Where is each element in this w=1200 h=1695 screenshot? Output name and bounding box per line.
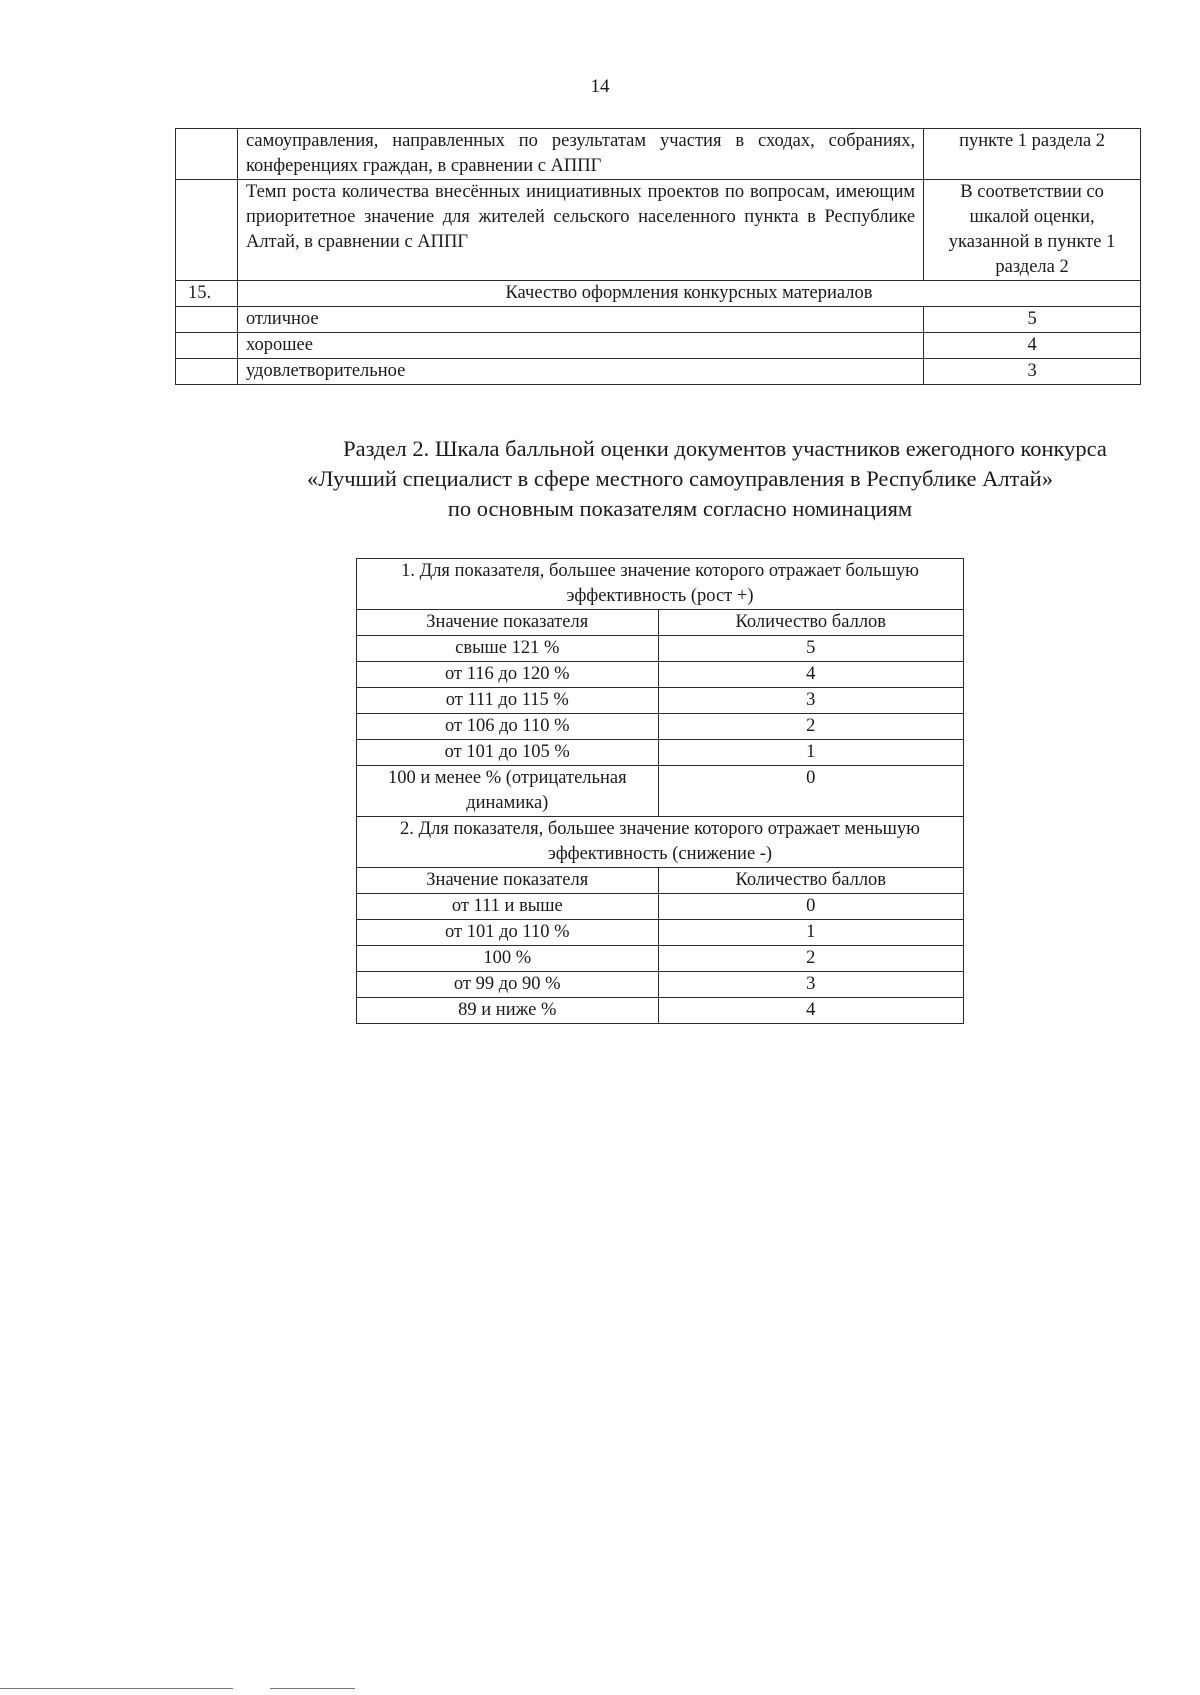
points-cell: 2 xyxy=(658,946,963,972)
table-row xyxy=(357,998,964,1024)
scan-edge-line xyxy=(0,1688,233,1689)
column-header: Значение показателя xyxy=(357,610,659,636)
table-row xyxy=(357,610,964,636)
heading-line: «Лучший специалист в сфере местного самоуправления в Республике Алтай» xyxy=(307,466,1053,491)
value-cell: от 101 до 105 % xyxy=(357,740,659,766)
criterion-text: Темп роста количества внесённых инициативных проектов по вопросам, имеющим приоритетное значение для жителей сельского населенного пункта в Республике Алтай, в сравнении с АППГ xyxy=(237,180,923,281)
value-cell: от 111 до 115 % xyxy=(357,688,659,714)
section-heading xyxy=(200,434,1160,524)
quality-label: удовлетворительное xyxy=(237,359,923,385)
table-row xyxy=(357,559,964,610)
score-cell: 3 xyxy=(924,359,1141,385)
table-row xyxy=(176,333,1141,359)
number-cell: 15. xyxy=(176,281,238,307)
table-row xyxy=(357,714,964,740)
value-cell: от 99 до 90 % xyxy=(357,972,659,998)
table-row xyxy=(357,740,964,766)
column-header: Количество баллов xyxy=(658,610,963,636)
points-cell: 3 xyxy=(658,688,963,714)
points-cell: 2 xyxy=(658,714,963,740)
value-cell: 100 % xyxy=(357,946,659,972)
score-cell: 4 xyxy=(924,333,1141,359)
table-row xyxy=(357,894,964,920)
value-cell: от 106 до 110 % xyxy=(357,714,659,740)
number-cell xyxy=(176,359,238,385)
value-cell: свыше 121 % xyxy=(357,636,659,662)
quality-label: хорошее xyxy=(237,333,923,359)
score-cell: 5 xyxy=(924,307,1141,333)
number-cell xyxy=(176,333,238,359)
table-row xyxy=(357,817,964,868)
table-row xyxy=(357,662,964,688)
table-row xyxy=(357,636,964,662)
points-cell: 4 xyxy=(658,998,963,1024)
number-cell xyxy=(176,180,238,281)
value-cell: 100 и менее % (отрицательная динамика) xyxy=(357,766,659,817)
table-row xyxy=(176,129,1141,180)
table-row xyxy=(176,307,1141,333)
table-row xyxy=(176,180,1141,281)
points-cell: 4 xyxy=(658,662,963,688)
value-cell: от 116 до 120 % xyxy=(357,662,659,688)
table-row xyxy=(357,946,964,972)
table-row xyxy=(357,972,964,998)
criterion-text: самоуправления, направленных по результатам участия в сходах, собраниях, конференциях граждан, в сравнении с АППГ xyxy=(237,129,923,180)
table-row xyxy=(357,766,964,817)
value-cell: от 111 и выше xyxy=(357,894,659,920)
table-row xyxy=(357,920,964,946)
column-header: Значение показателя xyxy=(357,868,659,894)
scale-table xyxy=(356,558,964,1024)
number-cell xyxy=(176,129,238,180)
table-row xyxy=(176,281,1141,307)
points-cell: 1 xyxy=(658,740,963,766)
table-row xyxy=(176,359,1141,385)
value-cell: от 101 до 110 % xyxy=(357,920,659,946)
heading-line: Раздел 2. Шкала балльной оценки документов участников ежегодного конкурса xyxy=(343,436,1107,461)
points-cell: 1 xyxy=(658,920,963,946)
score-cell: В соответствии со шкалой оценки, указанной в пункте 1 раздела 2 xyxy=(924,180,1141,281)
page-number: 14 xyxy=(590,76,610,97)
quality-label: отличное xyxy=(237,307,923,333)
criterion-title: Качество оформления конкурсных материалов xyxy=(237,281,1140,307)
points-cell: 0 xyxy=(658,766,963,817)
criteria-table xyxy=(175,128,1141,385)
points-cell: 0 xyxy=(658,894,963,920)
points-cell: 3 xyxy=(658,972,963,998)
number-cell xyxy=(176,307,238,333)
scan-edge-line xyxy=(270,1688,355,1689)
heading-line: по основным показателям согласно номинациям xyxy=(447,496,913,521)
points-cell: 5 xyxy=(658,636,963,662)
column-header: Количество баллов xyxy=(658,868,963,894)
value-cell: 89 и ниже % xyxy=(357,998,659,1024)
table-row xyxy=(357,868,964,894)
table-row xyxy=(357,688,964,714)
score-cell: пункте 1 раздела 2 xyxy=(924,129,1141,180)
block-title: 1. Для показателя, большее значение которого отражает большую эффективность (рост +) xyxy=(357,559,964,610)
block-title: 2. Для показателя, большее значение которого отражает меньшую эффективность (снижение -) xyxy=(357,817,964,868)
